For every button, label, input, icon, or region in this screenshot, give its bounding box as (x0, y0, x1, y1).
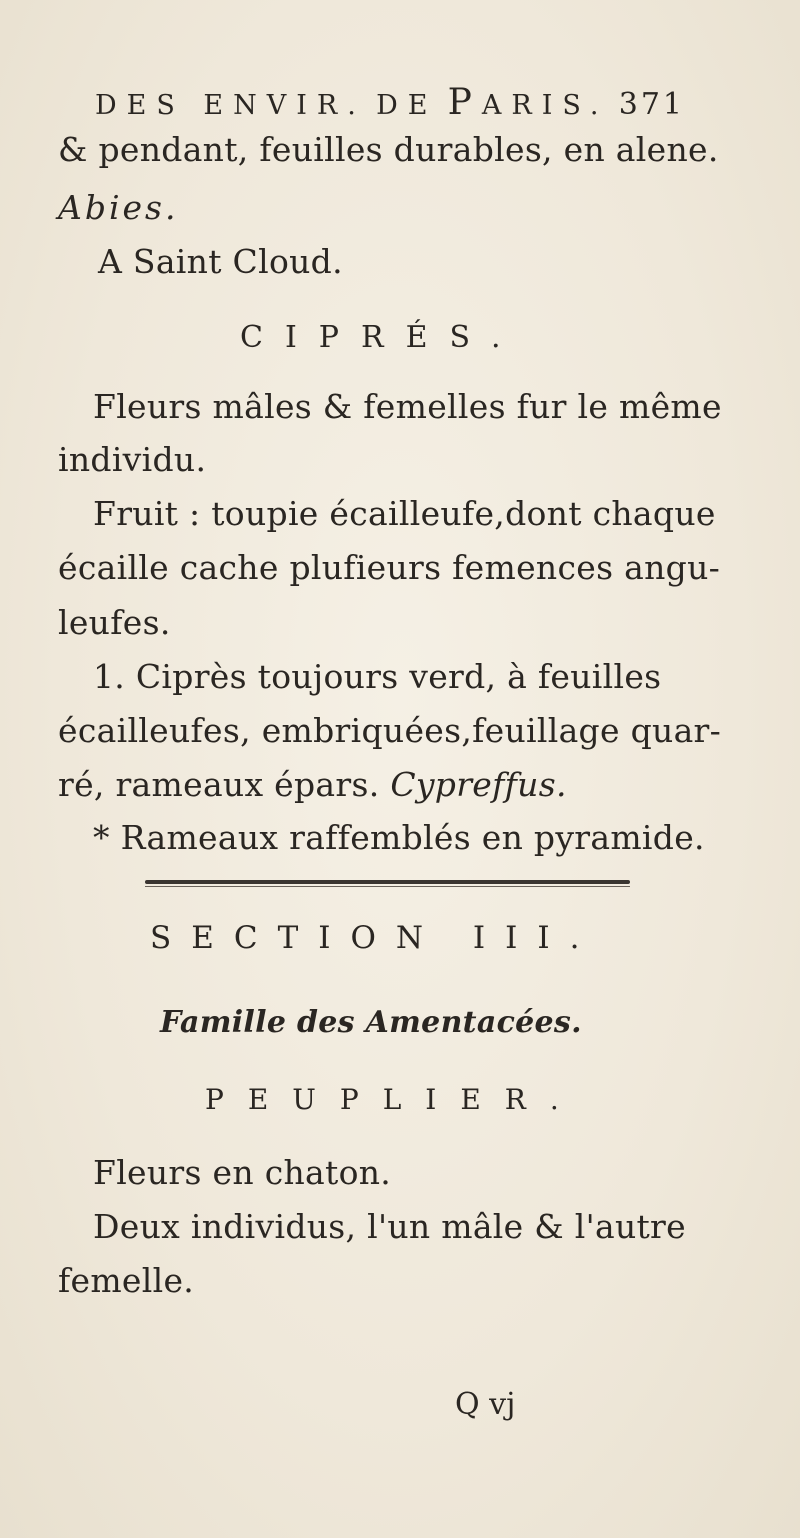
signature-mark: Q vj (455, 1387, 516, 1422)
header-text-part1: DES ENVIR. (95, 90, 366, 121)
text-line: Fleurs en chaton. (93, 1153, 392, 1192)
genus-heading-cipres: CIPRÉS. (240, 320, 523, 355)
text-line: Deux individus, l'un mâle & l'autre (93, 1207, 686, 1246)
text-line: leufes. (58, 603, 171, 642)
running-header (95, 82, 685, 123)
header-text-part2: DE (376, 90, 438, 121)
text-line: écaille cache plufieurs femences angu- (58, 548, 721, 587)
text-line: A Saint Cloud. (98, 242, 343, 281)
text-line: * Rameaux raffemblés en pyramide. (93, 818, 705, 857)
text-line (58, 765, 567, 805)
header-paris (448, 82, 609, 123)
text-line: & pendant, feuilles durables, en alene. (58, 130, 719, 169)
family-subtitle: Famille des Amentacées. (160, 1005, 582, 1040)
section-heading: SECTION III. (150, 920, 600, 956)
text-span: ré, rameaux épars. (58, 765, 380, 804)
section-divider-rule (145, 880, 630, 884)
page-number: 371 (618, 87, 685, 122)
text-line: Fruit : toupie écailleufe,dont chaque (93, 494, 716, 533)
header-paris-rest: ARIS. (481, 90, 609, 121)
latin-name: Cypreffus. (390, 765, 567, 804)
text-line: 1. Ciprès toujours verd, à feuilles (93, 657, 662, 696)
text-line-latin-name: Abies. (58, 188, 179, 227)
genus-heading-peuplier: PEUPLIER. (205, 1083, 583, 1116)
text-line: écailleufes, embriquées,feuillage quar- (58, 711, 722, 750)
text-line: femelle. (58, 1261, 195, 1300)
text-line: individu. (58, 440, 207, 479)
text-line: Fleurs mâles & femelles fur le même (93, 387, 722, 426)
header-paris-initial: P (447, 82, 482, 123)
